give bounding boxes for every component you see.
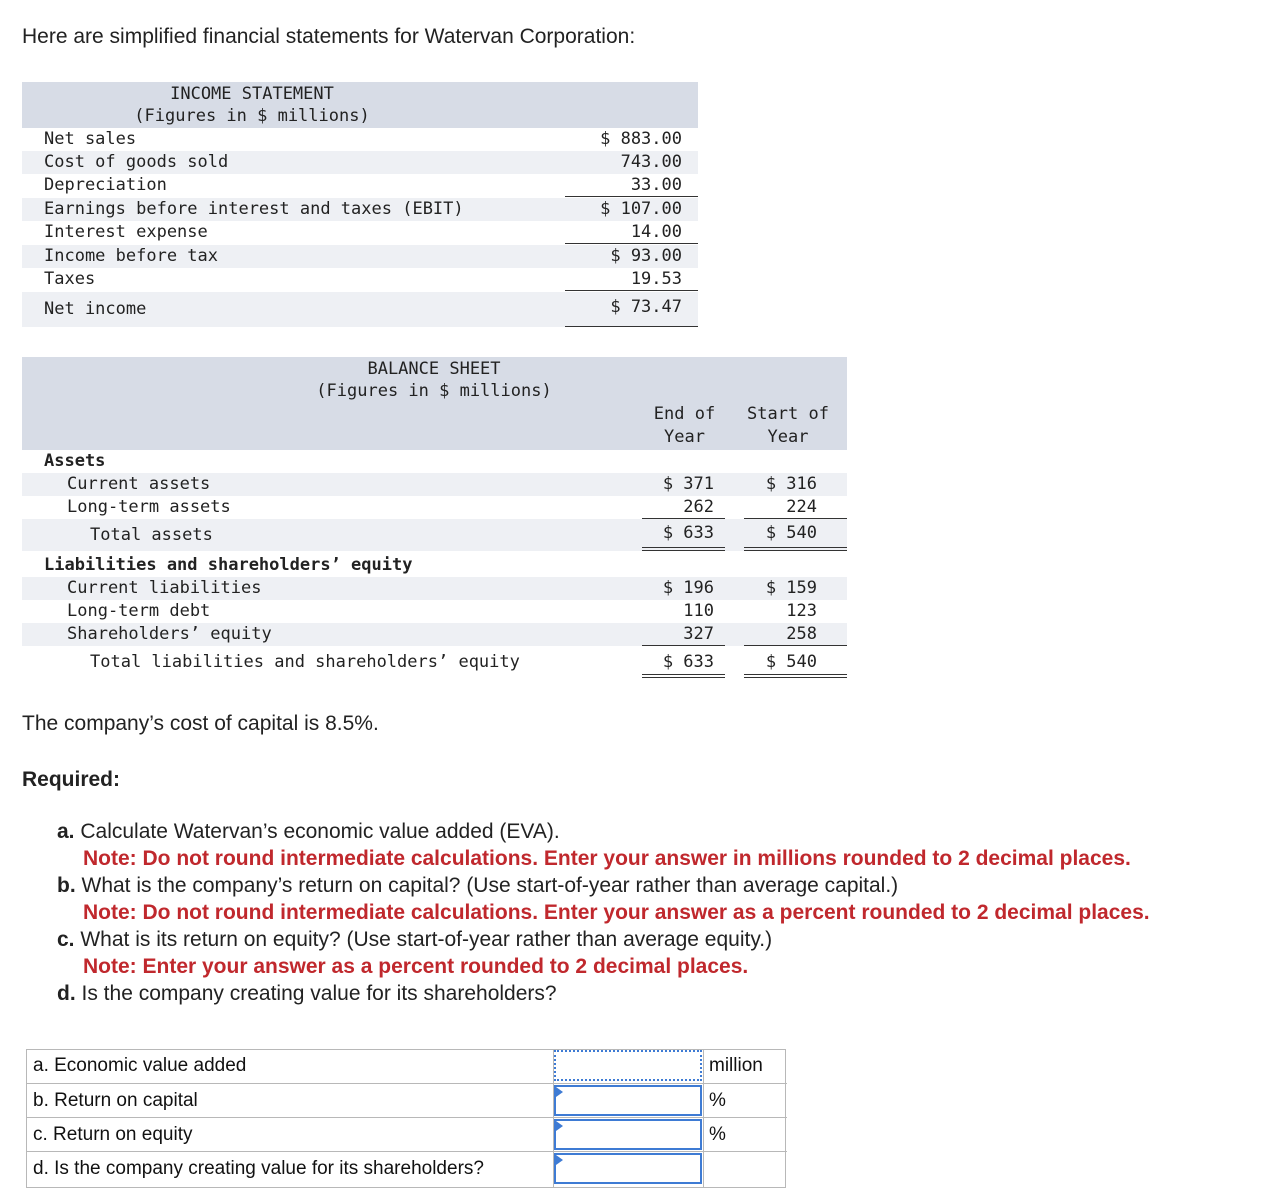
is-row-value: 19.53: [630, 269, 682, 289]
underline: [565, 243, 698, 244]
is-row-value: $ 73.47: [610, 297, 682, 317]
bs-start-value: $ 159: [765, 578, 817, 598]
bs-start-value: $ 316: [765, 474, 817, 494]
input-marker-icon: [556, 1087, 563, 1097]
bs-row-total-liabilities: [22, 646, 847, 678]
col-start-of-year-line1: Start of: [747, 404, 829, 424]
is-row-label: Cost of goods sold: [44, 152, 229, 172]
question-text: What is its return on equity? (Use start-of-year rather than average equity.): [74, 928, 773, 951]
bs-assets-heading-row: [22, 450, 847, 473]
is-row-value: 14.00: [630, 222, 682, 242]
input-marker-icon: [556, 1155, 563, 1165]
is-row-label: Earnings before interest and taxes (EBIT): [44, 199, 464, 219]
question-a: [57, 820, 560, 844]
bs-start-value: $ 540: [765, 523, 817, 543]
creating-value-select[interactable]: [554, 1153, 702, 1184]
income-statement-table: [22, 82, 698, 319]
is-row-label: Net income: [44, 299, 147, 319]
bs-end-value: 110: [683, 601, 714, 621]
bs-row-total-assets: [22, 519, 847, 551]
note-b: Note: Do not round intermediate calculations. Enter your answer as a percent rounded to 2 decimal places.: [83, 901, 1150, 924]
bs-start-value: 224: [786, 497, 817, 517]
bs-row-label: Long-term debt: [67, 601, 211, 621]
liabilities-heading: Liabilities and shareholders’ equity: [44, 555, 413, 575]
column-divider: [703, 1050, 704, 1187]
question-b: [57, 874, 898, 898]
bs-end-value: 262: [683, 497, 714, 517]
answer-label: d. Is the company creating value for its shareholders?: [33, 1158, 484, 1179]
bs-liab-heading-row: [22, 554, 847, 577]
is-row-income-before-tax: [22, 245, 698, 268]
col-end-of-year-line1: End of: [653, 404, 716, 424]
is-row-cogs: [22, 151, 698, 174]
unit-label: %: [709, 1124, 726, 1145]
bs-start-value: $ 540: [765, 652, 817, 672]
is-row-label: Net sales: [44, 129, 137, 149]
bs-row-label: Total liabilities and shareholders’ equity: [90, 652, 520, 672]
bs-end-value: $ 196: [662, 578, 714, 598]
answer-label: b. Return on capital: [33, 1090, 198, 1111]
note-c: Note: Enter your answer as a percent rounded to 2 decimal places.: [83, 955, 749, 978]
bs-row-label: Shareholders’ equity: [67, 624, 272, 644]
is-row-label: Income before tax: [44, 246, 218, 266]
is-row-value: 743.00: [620, 152, 682, 172]
intro-text: Here are simplified financial statements for Watervan Corporation:: [22, 25, 636, 48]
question-text: Calculate Watervan’s economic value added (EVA).: [74, 820, 560, 843]
bs-row-long-term-debt: [22, 600, 847, 623]
double-underline: [744, 547, 847, 551]
required-heading: Required:: [22, 768, 121, 791]
question-letter: b.: [57, 874, 76, 897]
balance-sheet-table: [22, 357, 847, 672]
question-letter: a.: [57, 820, 75, 843]
is-row-value: $ 93.00: [610, 246, 682, 266]
question-c: [57, 928, 772, 952]
answer-label: c. Return on equity: [33, 1124, 193, 1145]
bs-row-long-term-assets: [22, 496, 847, 519]
answer-label: a. Economic value added: [33, 1055, 247, 1076]
unit-label: million: [709, 1055, 763, 1076]
unit-label: %: [709, 1090, 726, 1111]
bs-row-label: Current liabilities: [67, 578, 262, 598]
return-on-capital-input[interactable]: [554, 1085, 702, 1116]
bs-row-shareholders-equity: [22, 623, 847, 646]
cost-of-capital-text: The company’s cost of capital is 8.5%.: [22, 712, 379, 735]
question-d: [57, 982, 557, 1006]
bs-end-value: $ 371: [662, 474, 714, 494]
balance-sheet-subtitle: (Figures in $ millions): [316, 381, 552, 401]
income-statement-title: INCOME STATEMENT: [170, 84, 334, 104]
is-row-label: Interest expense: [44, 222, 208, 242]
is-row-value: $ 107.00: [600, 199, 682, 219]
double-underline: [642, 547, 725, 551]
bs-end-value: $ 633: [662, 652, 714, 672]
bs-end-value: 327: [683, 624, 714, 644]
is-row-value: 33.00: [630, 175, 682, 195]
underline: [565, 326, 698, 327]
col-end-of-year-line2: Year: [664, 427, 705, 447]
input-marker-icon: [556, 1121, 563, 1131]
underline: [565, 196, 698, 197]
bs-row-label: Long-term assets: [67, 497, 231, 517]
bs-row-label: Current assets: [67, 474, 211, 494]
question-letter: c.: [57, 928, 75, 951]
bs-row-label: Total assets: [90, 525, 213, 545]
bs-end-value: $ 633: [662, 523, 714, 543]
answer-table: [26, 1049, 786, 1188]
balance-sheet-title: BALANCE SHEET: [367, 359, 501, 379]
column-divider: [553, 1050, 554, 1187]
bs-row-current-assets: [22, 473, 847, 496]
return-on-equity-input[interactable]: [554, 1119, 702, 1150]
is-row-net-sales: [22, 128, 698, 151]
is-row-value: $ 883.00: [600, 129, 682, 149]
income-statement-subtitle: (Figures in $ millions): [134, 106, 370, 126]
col-start-of-year-line2: Year: [767, 427, 809, 447]
is-row-interest: [22, 221, 698, 244]
bs-start-value: 123: [786, 601, 817, 621]
is-row-depreciation: [22, 174, 698, 197]
is-row-ebit: [22, 198, 698, 221]
question-text: What is the company’s return on capital? (Use start-of-year rather than average capital.): [75, 874, 899, 897]
is-row-label: Depreciation: [44, 175, 167, 195]
answer-row-return-on-capital: [27, 1083, 787, 1118]
balance-sheet-header: [22, 357, 847, 450]
question-letter: d.: [57, 982, 76, 1005]
underline: [565, 290, 698, 291]
eva-input[interactable]: [554, 1050, 702, 1081]
answer-row-creating-value: [27, 1151, 787, 1186]
is-row-label: Taxes: [44, 269, 96, 289]
income-statement-header: [22, 82, 698, 128]
answer-row-return-on-equity: [27, 1117, 787, 1152]
bs-row-current-liabilities: [22, 577, 847, 600]
is-row-taxes: [22, 268, 698, 291]
double-underline: [744, 674, 847, 678]
double-underline: [642, 674, 725, 678]
question-text: Is the company creating value for its shareholders?: [75, 982, 557, 1005]
bs-start-value: 258: [786, 624, 817, 644]
assets-heading: Assets: [44, 451, 106, 471]
is-row-net-income: [22, 292, 698, 327]
answer-row-eva: [27, 1049, 787, 1083]
note-a: Note: Do not round intermediate calculations. Enter your answer in millions rounded to 2 decimal places.: [83, 847, 1131, 870]
